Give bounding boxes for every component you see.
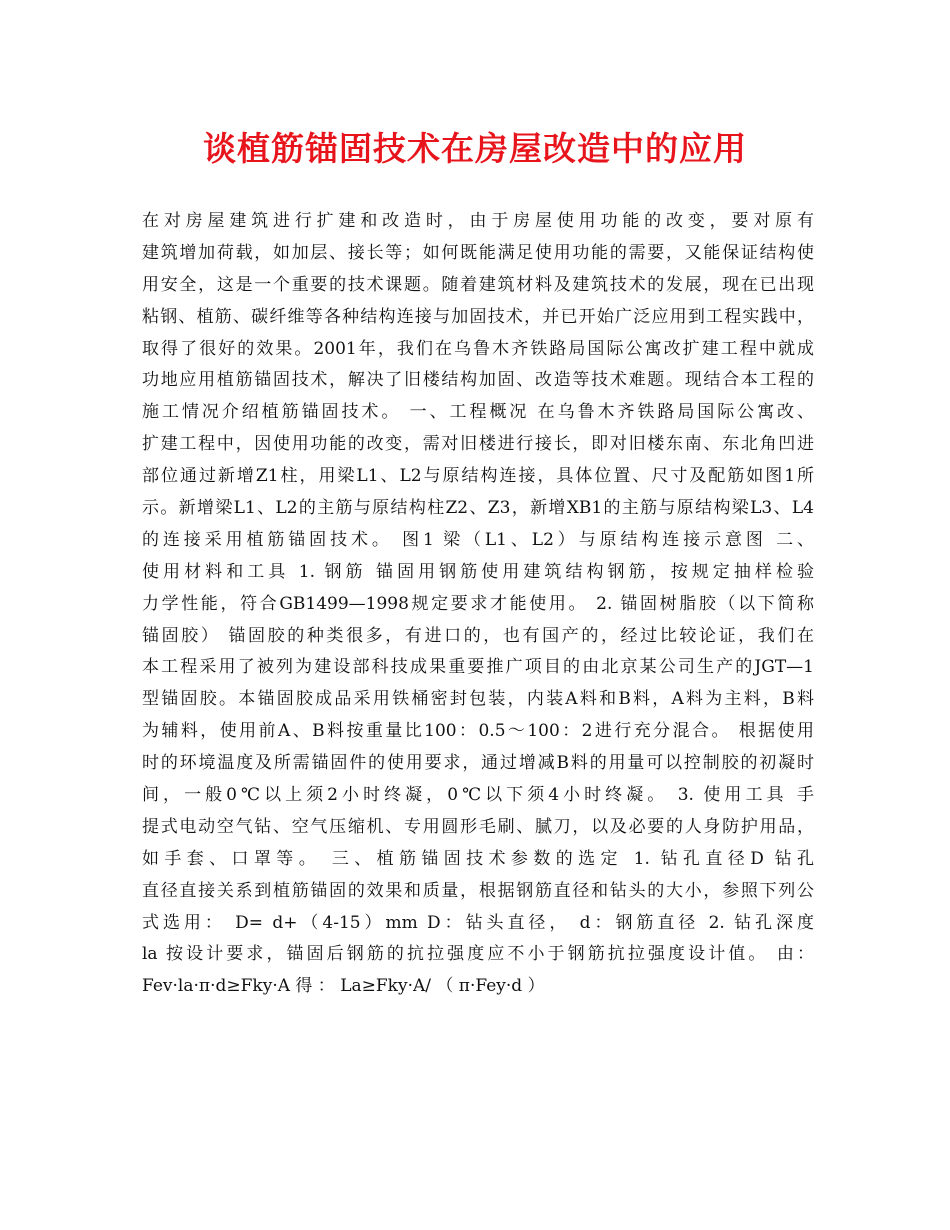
body-line: 取得了很好的效果。2001年，我们在乌鲁木齐铁路局国际公寓改扩建工程中就成 bbox=[142, 338, 814, 359]
body-line: 提式电动空气钻、空气压缩机、专用圆形毛刷、腻刀，以及必要的人身防护用品， bbox=[142, 816, 814, 837]
body-line: 型锚固胶。本锚固胶成品采用铁桶密封包装，内装A料和B料，A料为主料，B料 bbox=[142, 689, 814, 710]
document-title: 谈植筋锚固技术在房屋改造中的应用 bbox=[203, 129, 747, 168]
body-line: 时的环境温度及所需锚固件的使用要求，通过增减B料的用量可以控制胶的初凝时 bbox=[142, 753, 814, 774]
body-line: la 按设计要求，锚固后钢筋的抗拉强度应不小于钢筋抗拉强度设计值。 由： bbox=[142, 944, 814, 965]
body-line: 建筑增加荷载，如加层、接长等；如何既能满足使用功能的需要，又能保证结构使 bbox=[142, 242, 814, 263]
body-line: 用安全，这是一个重要的技术课题。随着建筑材料及建筑技术的发展，现在已出现 bbox=[142, 274, 814, 295]
body-line: 部位通过新增Z1柱，用梁L1、L2与原结构连接，具体位置、尺寸及配筋如图1所 bbox=[142, 466, 814, 487]
body-line: 如手套、口罩等。 三、植筋锚固技术参数的选定 1. 钻孔直径D 钻孔 bbox=[142, 848, 814, 869]
body-line: 的连接采用植筋锚固技术。 图1 梁（L1、L2）与原结构连接示意图 二、 bbox=[142, 529, 814, 550]
body-line: 示。新增梁L1、L2的主筋与原结构柱Z2、Z3，新增XB1的主筋与原结构梁L3、L4 bbox=[142, 498, 814, 519]
body-line: 为辅料，使用前A、B料按重量比100：0.5～100：2进行充分混合。 根据使用 bbox=[142, 721, 814, 742]
body-line: 施工情况介绍植筋锚固技术。 一、工程概况 在乌鲁木齐铁路局国际公寓改、 bbox=[142, 402, 814, 423]
body-line: Fev·la·π·d≥Fky·A 得 ： La≥Fky·A/ （ π·Fey·d ） bbox=[142, 976, 545, 997]
body-line: 粘钢、植筋、碳纤维等各种结构连接与加固技术，并已开始广泛应用到工程实践中， bbox=[142, 306, 814, 327]
body-line: 锚固胶） 锚固胶的种类很多，有进口的，也有国产的，经过比较论证，我们在 bbox=[142, 625, 814, 646]
body-line: 直径直接关系到植筋锚固的效果和质量，根据钢筋直径和钻头的大小，参照下列公 bbox=[142, 880, 814, 901]
body-line: 扩建工程中，因使用功能的改变，需对旧楼进行接长，即对旧楼东南、东北角凹进 bbox=[142, 434, 814, 455]
body-line: 式选用： D= d+（4-15）mm D：钻头直径， d：钢筋直径 2. 钻孔深度 bbox=[142, 912, 814, 933]
body-line: 在对房屋建筑进行扩建和改造时，由于房屋使用功能的改变，要对原有 bbox=[142, 211, 814, 231]
body-line: 使用材料和工具 1. 钢筋 锚固用钢筋使用建筑结构钢筋，按规定抽样检验 bbox=[142, 561, 814, 582]
body-line: 本工程采用了被列为建设部科技成果重要推广项目的由北京某公司生产的JGT—1 bbox=[142, 657, 814, 678]
document-body bbox=[142, 206, 814, 1003]
body-line: 力学性能，符合GB1499—1998规定要求才能使用。 2. 锚固树脂胶（以下简称 bbox=[142, 593, 814, 614]
body-line: 功地应用植筋锚固技术，解决了旧楼结构加固、改造等技术难题。现结合本工程的 bbox=[142, 370, 814, 391]
body-line: 间，一般0℃以上须2小时终凝，0℃以下须4小时终凝。 3. 使用工具 手 bbox=[142, 785, 814, 806]
